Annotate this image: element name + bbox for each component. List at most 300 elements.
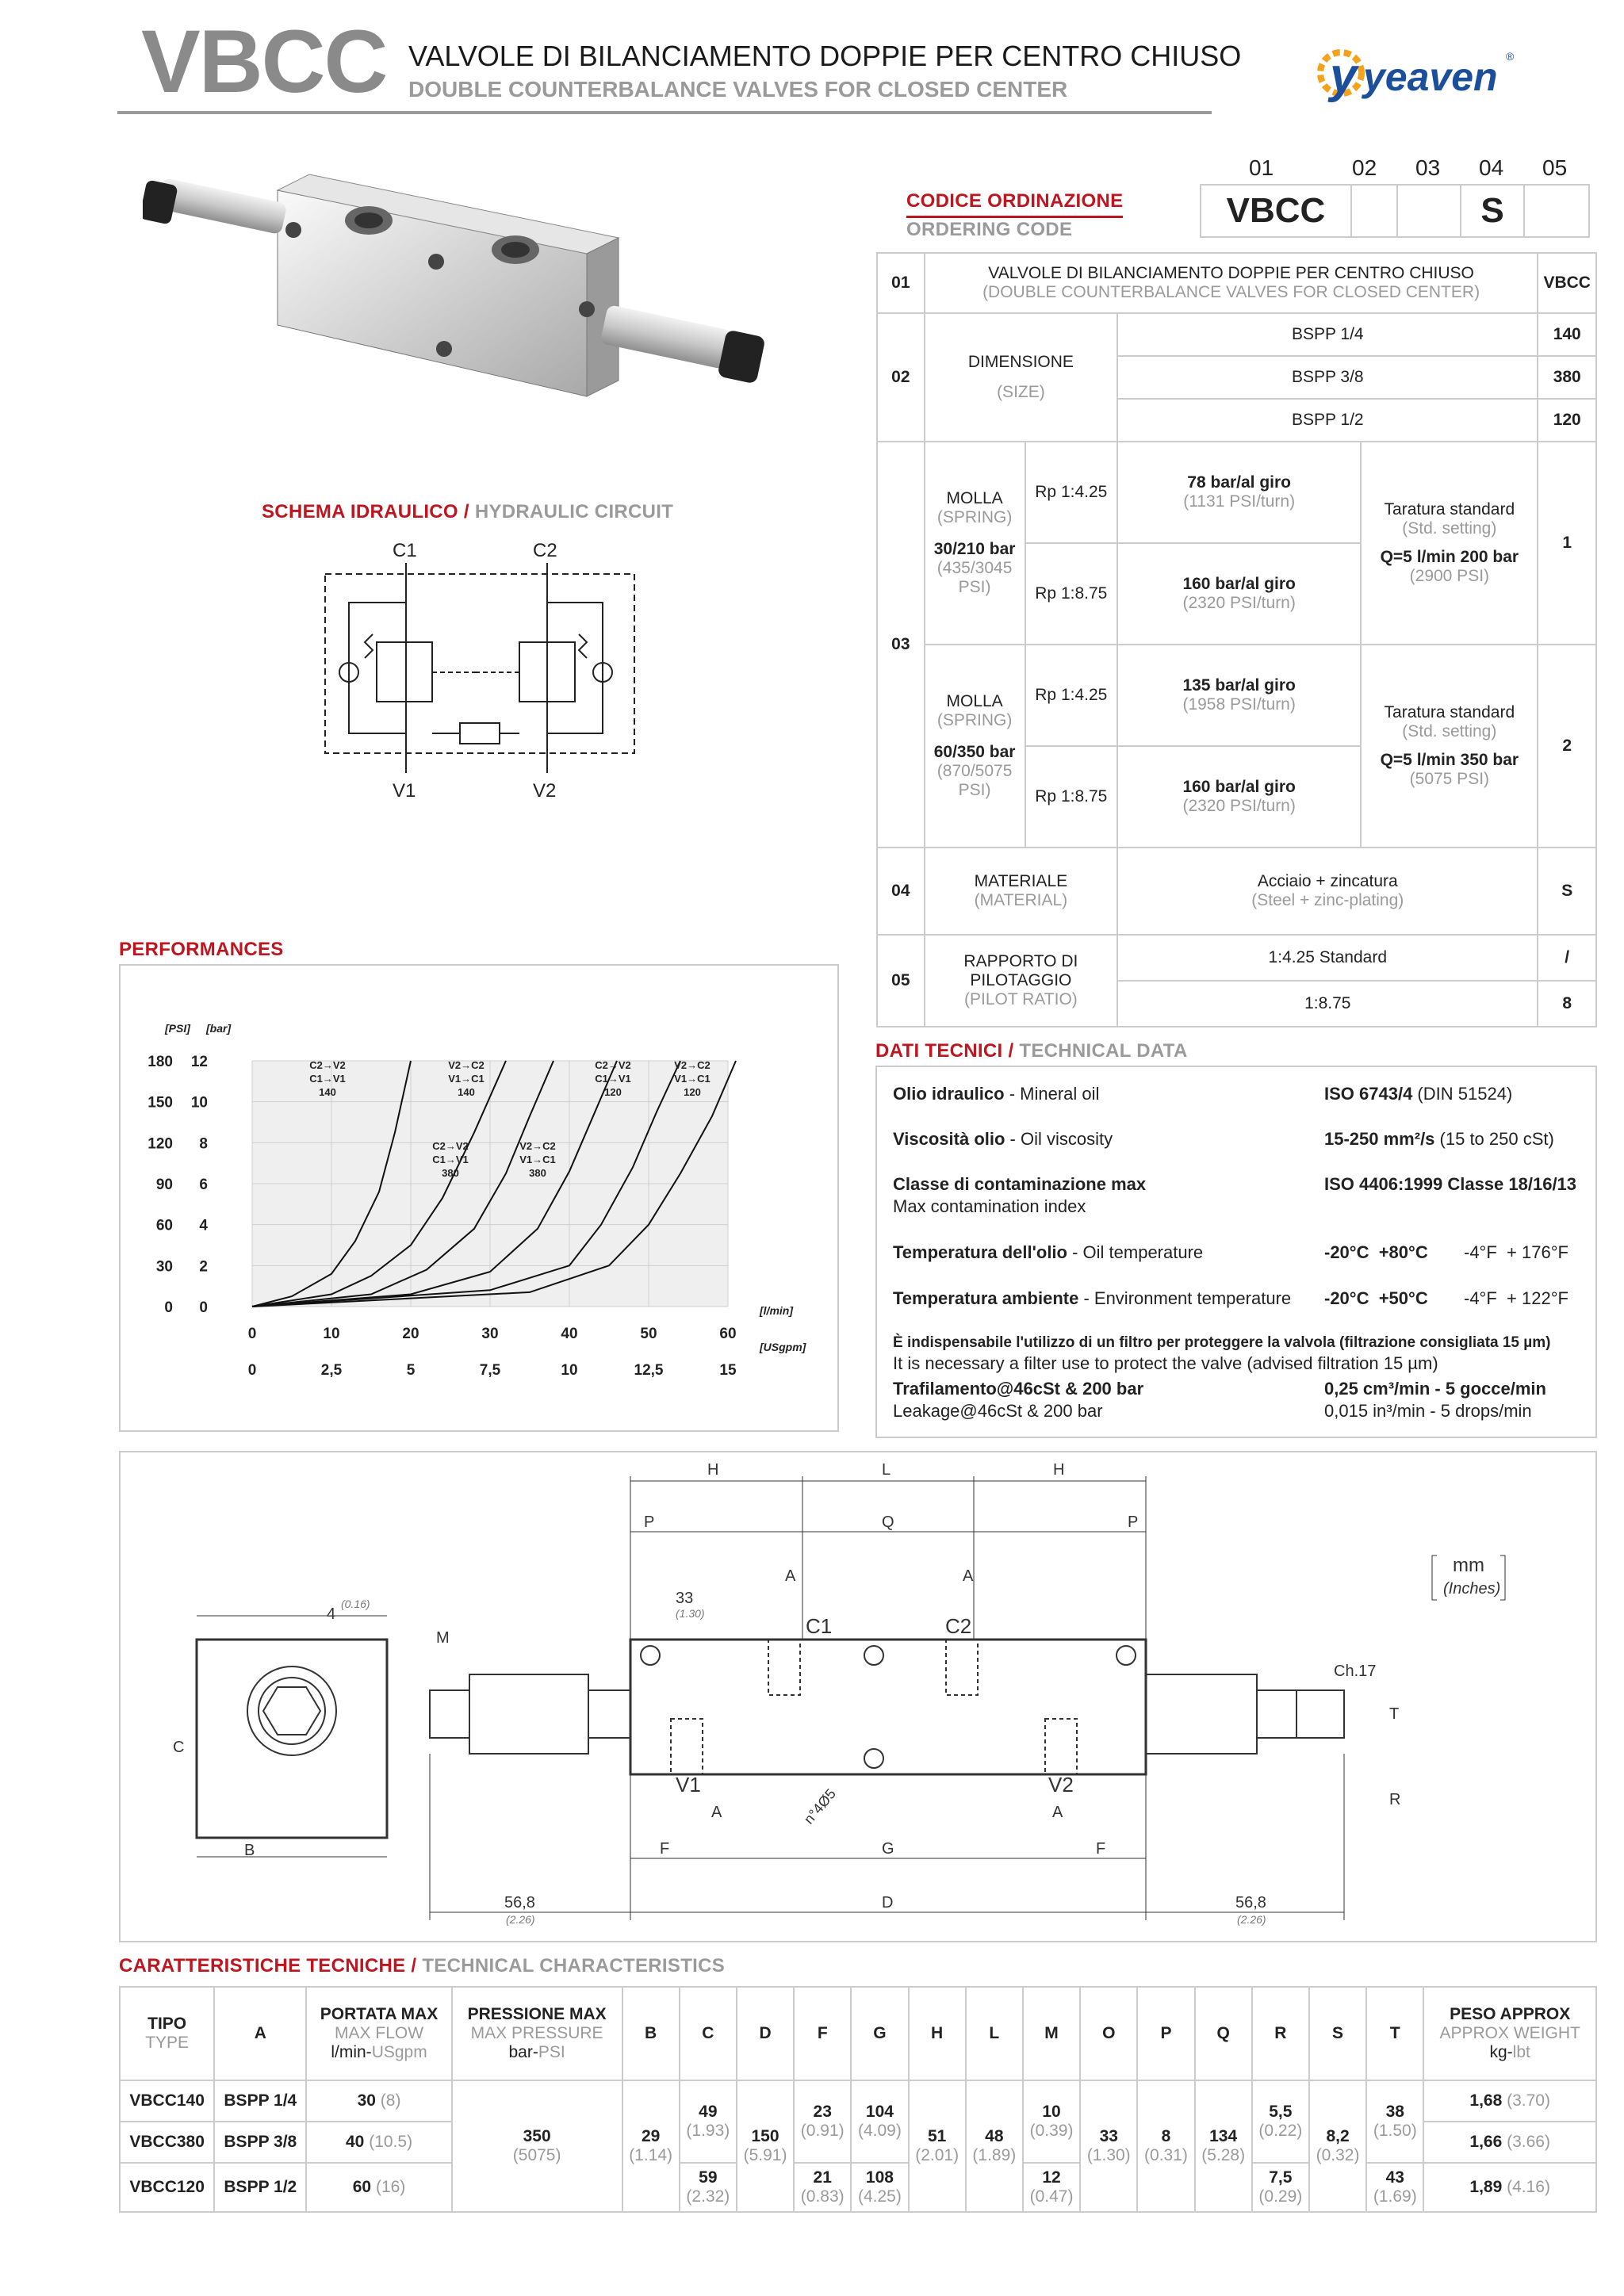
table-row [120,2080,1596,2122]
logo-registered-mark: ® [1506,50,1515,63]
row1-a: BSPP 1/4 [224,2091,297,2110]
g2-ratio-2-psi: (2320 PSI/turn) [1182,797,1296,815]
header-divider [117,111,1212,114]
th-press: PRESSIONE MAX [467,2005,607,2023]
table-row [120,2163,1596,2212]
ratio-opt-1: 1:4.25 Standard [1117,935,1538,981]
row04-label-en: (MATERIAL) [974,891,1068,909]
code-box-01: VBCC [1201,186,1352,236]
xtick-gpm: 2,5 [320,1362,343,1379]
td-otemp-v: -20°C +80°C [1324,1242,1428,1262]
x-unit-lmin: [l/min] [760,1304,793,1317]
row04-val-en: (Steel + zinc-plating) [1251,891,1404,909]
ratio-opt-2: 1:8.75 [1117,981,1538,1027]
dim-l: L [882,1461,891,1479]
series-label: 380 [442,1167,459,1179]
char-title-en: TECHNICAL CHARACTERISTICS [422,1955,726,1976]
td-cont-v: ISO 4406:1999 Classe 18/16/13 [1324,1174,1577,1194]
series-label: 120 [604,1086,622,1098]
val-p: 8 [1161,2127,1171,2145]
th-flow: MAX FLOW [335,2024,424,2042]
row3-c: 59 [699,2168,718,2187]
ordering-label-en: ORDERING CODE [906,219,1073,240]
row2-type: VBCC380 [129,2133,205,2151]
pos-05: 05 [1542,155,1568,180]
td-leak-v: 0,25 cm³/min - 5 gocce/min [1324,1379,1546,1399]
units-mm: mm [1453,1555,1484,1576]
td-visc-v: 15-250 mm²/s [1324,1129,1435,1149]
xtick-gpm: 10 [561,1362,578,1379]
row05-num: 05 [891,971,910,989]
dim-holes: n°4Ø5 [800,1785,839,1827]
code-box-05 [1525,186,1588,236]
row04-num: 04 [891,882,910,900]
g1-ratio-2-psi: (2320 PSI/turn) [1182,594,1296,612]
row01-code: VBCC [1543,274,1591,292]
row3-flow: 60 [352,2178,372,2196]
port-v1-drawing: V1 [676,1773,701,1797]
technical-title-sep: / [1002,1040,1020,1062]
ordering-position-numbers [1197,155,1602,184]
port-v2-label: V2 [533,780,557,802]
series-label: V2→C2 [519,1140,556,1152]
performance-chart-box [119,964,839,1432]
g2-std-it: Taratura standard [1384,703,1515,721]
th-d: D [737,1987,794,2080]
port-c2-label: C2 [533,540,557,561]
row04-label-it: MATERIALE [974,872,1068,890]
xtick-gpm: 7,5 [479,1362,501,1379]
xtick-gpm: 12,5 [634,1362,664,1379]
pos-02: 02 [1352,155,1377,180]
char-title-it: CARATTERISTICHE TECNICHE [119,1955,406,1976]
dim-g: G [882,1840,894,1858]
series-label: V1→C1 [674,1073,710,1085]
series-label: C1→V1 [595,1073,631,1085]
td-cont-en: Max contamination index [893,1196,1086,1216]
series-label: C2→V2 [432,1140,469,1152]
product-code: VBCC [141,12,387,111]
th-o: O [1080,1987,1137,2080]
row1-g-in: (4.09) [858,2122,902,2140]
series-label: C1→V1 [309,1073,346,1085]
ytick-psi: 90 [155,1177,173,1193]
td-etemp-en: - Environment temperature [1078,1288,1292,1308]
th-r: R [1252,1987,1309,2080]
th-f: F [794,1987,851,2080]
xtick-lmin: 10 [323,1326,340,1342]
td-etemp-label: Temperatura ambiente [893,1288,1079,1308]
val-h: 51 [927,2127,947,2145]
ytick-bar: 6 [199,1177,208,1193]
val-b: 29 [641,2127,661,2145]
technical-data-box [875,1066,1597,1438]
td-row-oil [893,1083,1099,1105]
xtick-lmin: 30 [481,1326,499,1342]
th-b: B [622,1987,680,2080]
xtick-lmin: 60 [719,1326,737,1342]
row1-t-in: (1.50) [1373,2122,1417,2140]
xtick-lmin: 20 [402,1326,419,1342]
dim-r: R [1389,1791,1401,1808]
ytick-psi: 30 [155,1258,173,1276]
row1-flow: 30 [357,2091,376,2110]
main-body [630,1640,1146,1774]
row3-m: 12 [1042,2168,1061,2187]
row3-g: 108 [865,2168,894,2187]
series-label: V1→C1 [519,1154,556,1165]
dim-p-left: P [644,1513,655,1531]
th-q: Q [1195,1987,1252,2080]
row1-f-in: (0.91) [800,2122,845,2140]
ytick-psi: 120 [147,1135,173,1153]
g1-spring-en: (SPRING) [936,508,1013,526]
size-opt-1: BSPP 1/4 [1117,313,1538,356]
dim-f-right: F [1096,1840,1106,1858]
ytick-bar: 12 [190,1054,208,1070]
ytick-bar: 0 [199,1299,208,1316]
row02-num: 02 [891,368,910,386]
g1-ratio-1: Rp 1:4.25 [1025,442,1118,543]
row03-num: 03 [891,635,910,653]
th-weight-unit2: lbt [1512,2043,1530,2061]
port-c1-label: C1 [393,540,417,561]
row1-type: VBCC140 [129,2091,205,2110]
ratio-code-1: / [1565,948,1570,966]
dim-568-left-in: (2.26) [506,1913,535,1926]
row3-f: 21 [813,2168,832,2187]
dim-ch17: Ch.17 [1334,1663,1377,1680]
series-label: V2→C2 [448,1059,485,1071]
th-a: A [214,1987,306,2080]
th-p: P [1137,1987,1194,2080]
td-visc-en: - Oil viscosity [1005,1129,1113,1149]
td-filter-en: It is necessary a filter use to protect the valve (advised filtration 15 µm) [893,1353,1438,1373]
val-q-in: (5.28) [1201,2146,1246,2164]
hydraulic-circuit [317,539,650,809]
y-unit-psi: [PSI] [165,1022,190,1035]
row3-w: 1,89 [1469,2178,1503,2196]
press-in: (5075) [512,2146,561,2164]
dim-568-right: 56,8 [1235,1894,1266,1911]
row1-c: 49 [699,2103,718,2121]
g2-range-psi: (870/5075 PSI) [936,762,1013,799]
ytick-bar: 10 [190,1094,208,1112]
pos-01: 01 [1249,155,1274,180]
left-cap [430,1690,469,1738]
row04-code: S [1561,882,1573,900]
pos-04: 04 [1479,155,1504,180]
row02-label-en: (SIZE) [997,383,1045,401]
td-otemp-f: -4°F + 176°F [1464,1242,1568,1262]
performances-title: PERFORMANCES [119,939,284,960]
row3-t-in: (1.69) [1373,2187,1417,2206]
xtick-lmin: 40 [561,1326,578,1342]
dim-f-left: F [660,1840,670,1858]
td-row-viscosity [893,1128,1113,1150]
val-l-in: (1.89) [972,2146,1017,2164]
pos-03: 03 [1415,155,1441,180]
dim-q: Q [882,1513,894,1531]
row01-desc-en: (DOUBLE COUNTERBALANCE VALVES FOR CLOSED CENTER) [982,283,1480,301]
dim-568-right-in: (2.26) [1237,1913,1266,1926]
row01-num: 01 [891,274,910,292]
td-leak-en: Leakage@46cSt & 200 bar [893,1401,1103,1421]
g2-code: 2 [1562,737,1572,755]
th-press-en: MAX PRESSURE [470,2024,603,2042]
td-row-oil-temp [893,1242,1203,1264]
th-portata: PORTATA MAX [320,2005,439,2023]
row1-f: 23 [813,2103,832,2121]
g1-ratio-1-psi: (1131 PSI/turn) [1183,492,1296,511]
code-box-02 [1352,186,1398,236]
dim-33-in: (1.30) [676,1607,705,1620]
td-cont-value [1324,1173,1576,1196]
row3-m-in: (0.47) [1029,2187,1074,2206]
series-label: C2→V2 [595,1059,631,1071]
row3-flow-in: (16) [375,2178,406,2196]
val-q: 134 [1209,2127,1238,2145]
row3-t: 43 [1385,2168,1404,2187]
td-otemp-label: Temperatura dell'olio [893,1242,1067,1262]
th-tipo: TIPO [147,2015,187,2033]
th-flow-unit2: USgpm [371,2043,427,2061]
row01-desc-it: VALVOLE DI BILANCIAMENTO DOPPIE PER CENTRO CHIUSO [988,264,1474,282]
ytick-psi: 60 [155,1217,173,1234]
row1-t: 38 [1385,2103,1404,2121]
ytick-psi: 150 [147,1094,173,1112]
dim-a-v1: A [711,1804,722,1821]
td-cont-label: Classe di contaminazione max [893,1174,1147,1194]
performance-chart [121,966,841,1433]
units-inches: (Inches) [1443,1580,1501,1598]
title-english: DOUBLE COUNTERBALANCE VALVES FOR CLOSED CENTER [408,77,1068,101]
size-opt-3: BSPP 1/2 [1117,399,1538,442]
row2-a: BSPP 3/8 [224,2133,297,2151]
row3-f-in: (0.83) [800,2187,845,2206]
td-otemp-value [1324,1242,1428,1264]
g1-code: 1 [1562,534,1572,552]
row1-r: 5,5 [1269,2103,1293,2121]
dim-t: T [1389,1705,1400,1723]
technical-title-en: TECHNICAL DATA [1019,1040,1188,1062]
val-d-in: (5.91) [743,2146,787,2164]
th-g: G [851,1987,908,2080]
td-etemp-f: -4°F + 122°F [1464,1288,1568,1308]
series-label: 120 [684,1086,701,1098]
g2-ratio-1: Rp 1:4.25 [1025,645,1118,746]
th-c: C [680,1987,737,2080]
g2-ratio-1-val: 135 bar/al giro [1182,676,1296,695]
y-unit-bar: [bar] [206,1022,232,1035]
th-flow-unit: l/min- [331,2043,372,2061]
row3-g-in: (4.25) [858,2187,902,2206]
g1-ratio-2: Rp 1:8.75 [1025,543,1118,645]
series-label: 380 [529,1167,546,1179]
td-visc-v2: (15 to 250 cSt) [1434,1129,1554,1149]
val-h-in: (2.01) [915,2146,959,2164]
port-v1-label: V1 [393,780,416,802]
x-unit-gpm: [USgpm] [760,1341,806,1353]
g2-std-en: (Std. setting) [1402,722,1497,740]
val-o: 33 [1099,2127,1118,2145]
dim-m: M [436,1629,450,1647]
val-o-in: (1.30) [1086,2146,1131,2164]
series-label: C2→V2 [309,1059,346,1071]
th-l: L [966,1987,1023,2080]
brand-logo [1312,38,1519,109]
th-press-unit2: PSI [538,2043,565,2061]
row1-flow-in: (8) [380,2091,401,2110]
g2-q-psi: (5075 PSI) [1409,770,1490,788]
td-oil-v: ISO 6743/4 [1324,1084,1413,1104]
val-b-in: (1.14) [629,2146,673,2164]
technical-title [875,1040,1188,1062]
dim-d: D [882,1894,894,1911]
row3-r-in: (0.29) [1258,2187,1303,2206]
ordering-code-boxes [1200,184,1590,238]
val-l: 48 [985,2127,1004,2145]
dim-4: 4 [327,1605,336,1623]
td-oil-en: - Mineral oil [1004,1084,1100,1104]
g1-spring-it: MOLLA [946,489,1003,507]
td-visc-label: Viscosità olio [893,1129,1005,1149]
xtick-lmin: 0 [247,1326,257,1342]
schema-title-en: HYDRAULIC CIRCUIT [474,501,674,522]
press: 350 [523,2127,551,2145]
row2-w-in: (3.66) [1507,2133,1550,2151]
th-weight-unit: kg- [1489,2043,1513,2061]
row1-r-in: (0.22) [1258,2122,1303,2140]
ordering-label-it: CODICE ORDINAZIONE [906,190,1123,218]
product-photo [143,159,817,420]
dim-568-left: 56,8 [504,1894,535,1911]
th-s: S [1309,1987,1366,2080]
schema-title [262,501,673,523]
dim-a-c1: A [785,1567,796,1585]
row1-w-in: (3.70) [1507,2091,1550,2110]
dim-c: C [173,1739,185,1756]
dim-h-left: H [707,1461,719,1479]
dimension-drawing-box [119,1451,1597,1942]
g1-std-en: (Std. setting) [1402,519,1497,538]
port-v2-drawing: V2 [1048,1773,1074,1797]
dim-33: 33 [676,1590,694,1607]
g2-spring-it: MOLLA [946,692,1003,710]
th-press-unit: bar- [508,2043,538,2061]
dim-h-right: H [1053,1461,1065,1479]
val-s: 8,2 [1326,2127,1350,2145]
ytick-bar: 4 [199,1217,208,1234]
dim-a-c2: A [963,1567,974,1585]
td-leak-v2: 0,015 in³/min - 5 drops/min [1324,1401,1532,1421]
g1-q: Q=5 l/min 200 bar [1380,548,1519,566]
size-code-1: 140 [1553,325,1581,343]
title-italian: VALVOLE DI BILANCIAMENTO DOPPIE PER CENTRO CHIUSO [408,40,1242,72]
left-cartridge [469,1674,588,1754]
td-row-contamination [893,1173,1146,1218]
series-label: C1→V1 [432,1154,469,1165]
val-d: 150 [751,2127,779,2145]
g1-std-it: Taratura standard [1384,500,1515,519]
ytick-bar: 8 [199,1135,208,1153]
g1-ratio-1-val: 78 bar/al giro [1187,473,1292,492]
row3-type: VBCC120 [129,2178,205,2196]
th-m: M [1023,1987,1080,2080]
size-code-2: 380 [1553,368,1581,386]
val-p-in: (0.31) [1144,2146,1188,2164]
side-view-body [197,1640,387,1838]
right-cartridge [1146,1674,1257,1754]
th-h: H [909,1987,966,2080]
row1-g: 104 [865,2103,894,2121]
ytick-bar: 2 [199,1258,208,1276]
th-t: T [1366,1987,1423,2080]
technical-title-it: DATI TECNICI [875,1040,1003,1062]
row1-m-in: (0.39) [1029,2122,1074,2140]
row2-flow: 40 [346,2133,365,2151]
schema-title-sep: / [458,501,475,522]
characteristics-title [119,1955,725,1977]
td-leak-it: Trafilamento@46cSt & 200 bar [893,1379,1144,1399]
xtick-gpm: 5 [406,1362,416,1379]
g1-q-psi: (2900 PSI) [1409,567,1490,585]
row04-val-it: Acciaio + zincatura [1257,872,1398,890]
char-title-sep: / [405,1955,423,1976]
code-box-03 [1398,186,1461,236]
th-peso: PESO APPROX [1450,2005,1571,2023]
td-filter-it: È indispensabile l'utilizzo di un filtro per proteggere la valvola (filtrazione consigliata 15 µm) [893,1334,1551,1351]
g2-ratio-1-psi: (1958 PSI/turn) [1182,695,1296,714]
size-opt-2: BSPP 3/8 [1117,356,1538,399]
port-c1-drawing: C1 [806,1614,833,1638]
series-label: 140 [458,1086,475,1098]
g2-range: 60/350 bar [933,743,1016,761]
td-oil-v2: (DIN 51524) [1412,1084,1513,1104]
schema-title-it: SCHEMA IDRAULICO [262,501,458,522]
port-c2-drawing: C2 [945,1614,972,1638]
row1-c-in: (1.93) [686,2122,730,2140]
ytick-psi: 0 [164,1299,173,1316]
td-oil-value [1324,1083,1512,1105]
logo-text: yeaven [1363,55,1498,99]
row3-r: 7,5 [1269,2168,1293,2187]
svg-text:y: y [1330,48,1358,103]
size-code-3: 120 [1553,411,1581,429]
series-label: V2→C2 [674,1059,710,1071]
row2-flow-in: (10.5) [369,2133,413,2151]
g2-spring-en: (SPRING) [936,711,1013,729]
row1-m: 10 [1042,2103,1061,2121]
dim-p-right: P [1128,1513,1139,1531]
th-type: TYPE [145,2034,190,2052]
dim-b: B [244,1842,255,1859]
row02-label-it: DIMENSIONE [967,353,1074,371]
dim-a-v2: A [1052,1804,1063,1821]
series-label: 140 [319,1086,336,1098]
td-oil-label: Olio idraulico [893,1084,1005,1104]
g2-ratio-2-val: 160 bar/al giro [1182,778,1296,796]
td-etemp-value [1324,1288,1428,1310]
row05-label-en: (PILOT RATIO) [964,990,1078,1008]
val-s-in: (0.32) [1316,2146,1360,2164]
ordering-table [876,252,1597,1027]
g1-range: 30/210 bar [933,540,1016,558]
xtick-lmin: 50 [640,1326,657,1342]
th-weight: APPROX WEIGHT [1439,2024,1580,2042]
g2-q: Q=5 l/min 350 bar [1380,751,1519,769]
row2-w: 1,66 [1469,2133,1503,2151]
